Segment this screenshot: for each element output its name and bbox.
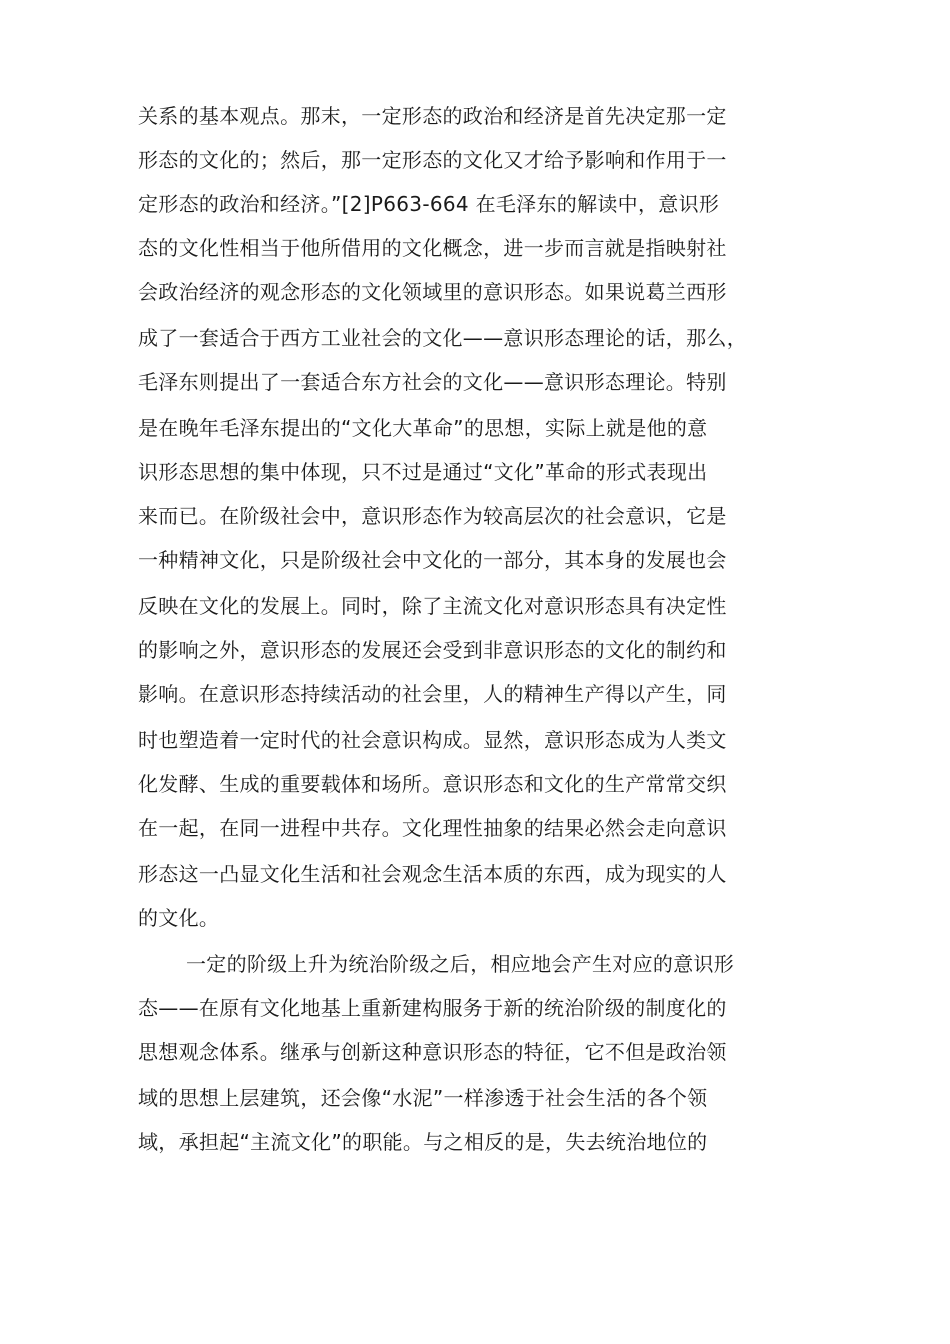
text-line: 的影响之外，意识形态的发展还会受到非意识形态的文化的制约和 (138, 638, 727, 662)
text-line: 定形态的政治和经济。”[2]P663-664 在毛泽东的解读中，意识形 (138, 192, 720, 216)
text-line: 思想观念体系。继承与创新这种意识形态的特征，它不但是政治领 (138, 1040, 727, 1064)
text-line: 化发酵、生成的重要载体和场所。意识形态和文化的生产常常交织 (138, 772, 727, 796)
text-line: 关系的基本观点。那末，一定形态的政治和经济是首先决定那一定 (138, 104, 727, 128)
text-line: 形态的文化的；然后，那一定形态的文化又才给予影响和作用于一 (138, 148, 727, 172)
text-line: 是在晚年毛泽东提出的“文化大革命”的思想，实际上就是他的意 (138, 416, 708, 440)
text-line: 态的文化性相当于他所借用的文化概念，进一步而言就是指映射社 (138, 236, 727, 260)
text-line: 态——在原有文化地基上重新建构服务于新的统治阶级的制度化的 (138, 996, 727, 1020)
text-line: 反映在文化的发展上。同时，除了主流文化对意识形态具有决定性 (138, 594, 727, 618)
text-line: 识形态思想的集中体现，只不过是通过“文化”革命的形式表现出 (138, 460, 708, 484)
text-line: 的文化。 (138, 906, 220, 930)
text-line: 域，承担起“主流文化”的职能。与之相反的是，失去统治地位的 (138, 1130, 708, 1154)
text-line: 来而已。在阶级社会中，意识形态作为较高层次的社会意识，它是 (138, 504, 727, 528)
text-line: 会政治经济的观念形态的文化领域里的意识形态。如果说葛兰西形 (138, 280, 727, 304)
text-line: 影响。在意识形态持续活动的社会里，人的精神生产得以产生，同 (138, 682, 727, 706)
text-line: 毛泽东则提出了一套适合东方社会的文化——意识形态理论。特别 (138, 370, 727, 394)
text-line: 域的思想上层建筑，还会像“水泥”一样渗透于社会生活的各个领 (138, 1086, 708, 1110)
text-line: 在一起，在同一进程中共存。文化理性抽象的结果必然会走向意识 (138, 816, 727, 840)
text-line: 时也塑造着一定时代的社会意识构成。显然，意识形态成为人类文 (138, 728, 727, 752)
text-line: 一定的阶级上升为统治阶级之后，相应地会产生对应的意识形 (186, 952, 735, 976)
text-line: 成了一套适合于西方工业社会的文化——意识形态理论的话，那么， (138, 326, 747, 350)
text-line: 一种精神文化，只是阶级社会中文化的一部分，其本身的发展也会 (138, 548, 727, 572)
text-line: 形态这一凸显文化生活和社会观念生活本质的东西，成为现实的人 (138, 862, 727, 886)
